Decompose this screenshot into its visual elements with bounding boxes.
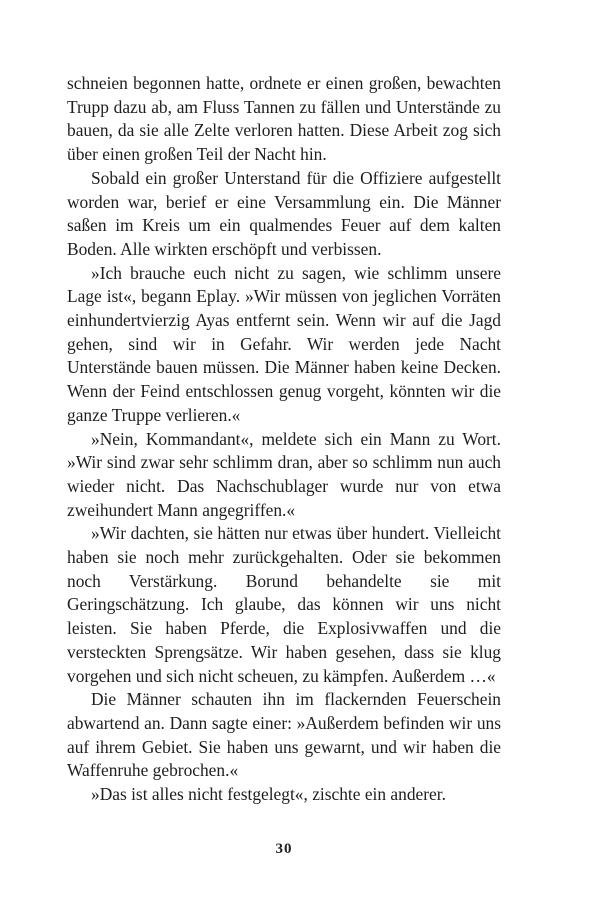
paragraph: Die Männer schauten ihn im flackernden Feuerschein abwartend an. Dann sagte einer: »Außerdem befinden wir uns auf ihrem Gebiet. Sie haben uns gewarnt, und wir haben die Waffenruhe gebrochen.« <box>67 689 501 781</box>
paragraph: Sobald ein großer Unterstand für die Offiziere aufgestellt worden war, berief er eine Versammlung ein. Die Männer saßen im Kreis um ein qualmendes Feuer auf dem kalten Boden. Alle wirkten erschöpft und verbissen. <box>67 167 501 259</box>
paragraph: schneien begonnen hatte, ordnete er einen großen, bewachten Trupp dazu ab, am Fluss Tannen zu fällen und Unterstände zu bauen, da sie alle Zelte verloren hatten. Diese Arbeit zog sich über einen großen Teil der Nacht hin. <box>67 73 501 165</box>
page-number: 30 <box>275 841 293 857</box>
paragraph: »Wir dachten, sie hätten nur etwas über hundert. Vielleicht haben sie noch mehr zurückgehalten. Oder sie bekommen noch Verstärkung. Borund behandelte sie mit Geringschätzung. Ich glaube, das können wir uns nicht leisten. Sie haben Pferde, die Explosivwaffen und die versteckten Sprengsätze. Wir haben gesehen, dass sie klug vorgehen und sich nicht scheuen, zu kämpfen. Außerdem …« <box>67 523 501 686</box>
paragraph: »Nein, Kommandant«, meldete sich ein Mann zu Wort. »Wir sind zwar sehr schlimm dran, aber so schlimm nun auch wieder nicht. Das Nachschublager wurde nur von etwa zweihundert Mann angegriffen.« <box>67 428 501 520</box>
paragraph: »Das ist alles nicht festgelegt«, zischte ein anderer. <box>91 784 446 805</box>
page-text <box>67 72 501 807</box>
paragraph: »Ich brauche euch nicht zu sagen, wie schlimm unsere Lage ist«, begann Eplay. »Wir müssen von jeglichen Vorräten einhundertvierzig Ayas entfernt sein. Wenn wir auf die Jagd gehen, sind wir in Gefahr. Wir werden jede Nacht Unterstände bauen müssen. Die Männer haben keine Decken. Wenn der Feind entschlossen genug vorgeht, könnten wir die ganze Truppe verlieren.« <box>67 262 501 425</box>
